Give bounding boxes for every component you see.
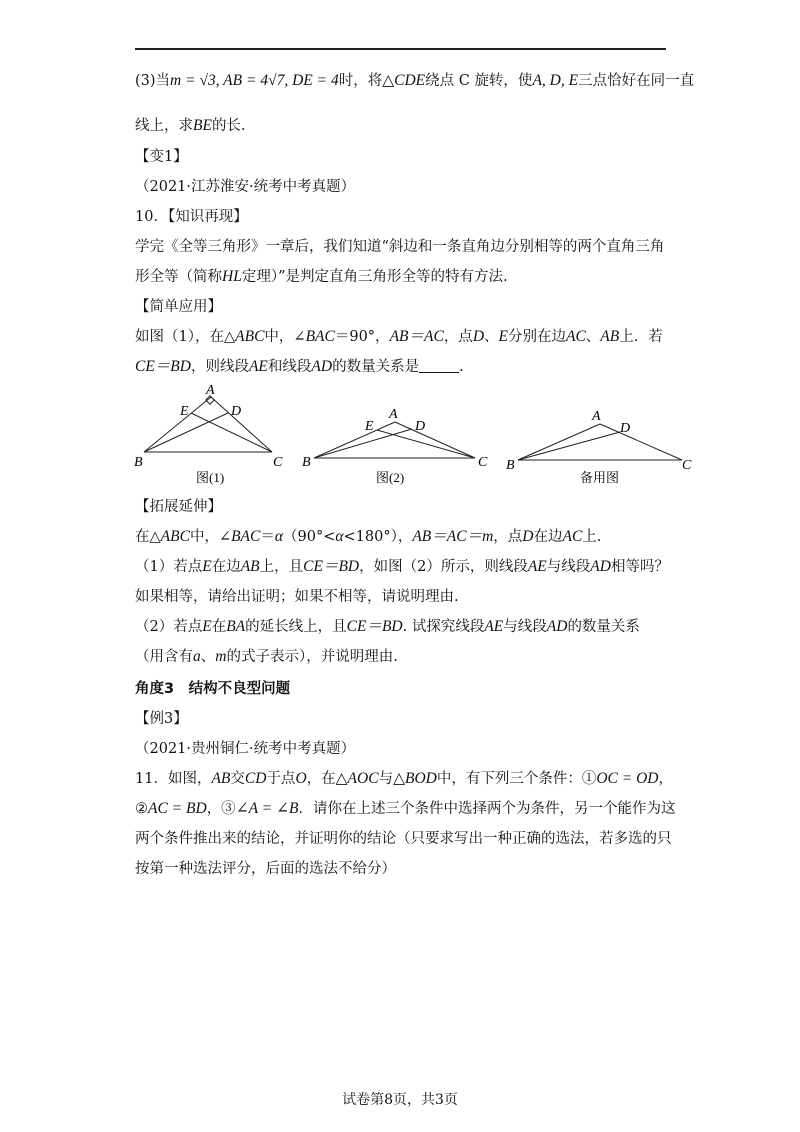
q11-line2: ②AC = BD，③∠A = ∠B．请你在上述三个条件中选择两个为条件，另一个能作为这 xyxy=(135,800,676,817)
fig1-label-a: A xyxy=(206,383,215,398)
fig1-label-c: C xyxy=(273,455,283,470)
fig1-label-d: D xyxy=(231,404,242,419)
q11-line1: 11．如图，AB交CD于点O，在△AOC与△BOD中，有下列三个条件：①OC = OD， xyxy=(135,770,673,787)
simple-application-line1: 如图（1），在△ABC中，∠BAC＝90°，AB＝AC，点D、E分别在边AC、AB上．若 xyxy=(135,328,663,345)
extension-heading: 【拓展延伸】 xyxy=(135,499,222,515)
extension-part1-line2: 如果相等，请给出证明；如果不相等，请说明理由. xyxy=(135,589,459,605)
q10-heading: 10．【知识再现】 xyxy=(135,209,248,225)
extension-part1-line1: （1）若点E在边AB上，且CE＝BD，如图（2）所示，则线段AE与线段AD相等吗？ xyxy=(135,558,669,575)
q10-intro-line2: 形全等（简称HL定理）”是判定直角三角形全等的特有方法. xyxy=(135,268,508,285)
fig2-caption: 图(2) xyxy=(376,470,405,485)
fig1-label-e: E xyxy=(180,404,189,419)
triangle-figures xyxy=(130,380,700,490)
page-footer: 试卷第8页，共3页 xyxy=(342,1092,458,1108)
fig2-label-d: D xyxy=(415,419,426,434)
fig3-label-c: C xyxy=(682,458,692,473)
figure-spare xyxy=(518,424,682,460)
example3-label: 【例3】 xyxy=(135,711,188,727)
fig3-label-d: D xyxy=(620,421,631,436)
fig3-caption: 备用图 xyxy=(580,470,620,485)
q11-line4: 按第一种选法评分，后面的选法不给分） xyxy=(135,861,396,877)
q3-line1: (3)当m = √3, AB = 4√7, DE = 4时，将△CDE绕点 C 旋转，使A, D, E三点恰好在同一直 xyxy=(135,72,695,89)
q3-condition-math: m = √3, AB = 4√7, DE = 4 xyxy=(170,72,339,89)
fig2-label-c: C xyxy=(478,455,488,470)
extension-line1: 在△ABC中，∠BAC＝α（90°<α<180°），AB＝AC＝m，点D在边AC上. xyxy=(135,528,602,545)
extension-part2-line1: （2）若点E在BA的延长线上，且CE＝BD. 试探究线段AE与线段AD的数量关系 xyxy=(135,618,640,635)
fig3-label-a: A xyxy=(592,409,601,424)
simple-application-heading: 【简单应用】 xyxy=(135,299,222,315)
q10-intro-line1: 学完《全等三角形》一章后，我们知道“斜边和一条直角边分别相等的两个直角三角 xyxy=(135,239,665,255)
top-rule xyxy=(135,48,666,50)
figure-1 xyxy=(144,396,272,452)
answer-blank[interactable] xyxy=(419,358,459,373)
angle3-heading: 角度3 结构不良型问题 xyxy=(135,681,291,697)
q11-line3: 两个条件推出来的结论，并证明你的结论（只要求写出一种正确的选法，若多选的只 xyxy=(135,831,672,847)
fig2-label-b: B xyxy=(302,455,311,470)
fig2-label-a: A xyxy=(389,407,398,422)
example3-source: （2021·贵州铜仁·统考中考真题） xyxy=(135,741,356,757)
fig1-caption: 图(1) xyxy=(196,470,225,485)
extension-part2-line2: （用含有a、m的式子表示），并说明理由. xyxy=(135,648,398,665)
bian1-source: （2021·江苏淮安·统考中考真题） xyxy=(135,179,356,195)
fig2-label-e: E xyxy=(365,419,374,434)
q3-line2: 线上，求BE的长. xyxy=(135,117,246,134)
fig3-label-b: B xyxy=(506,458,515,473)
bian1-label: 【变1】 xyxy=(135,149,188,165)
figure-2 xyxy=(314,422,475,458)
simple-application-line2: CE＝BD，则线段AE和线段AD的数量关系是 . xyxy=(135,358,464,375)
fig1-label-b: B xyxy=(134,455,143,470)
